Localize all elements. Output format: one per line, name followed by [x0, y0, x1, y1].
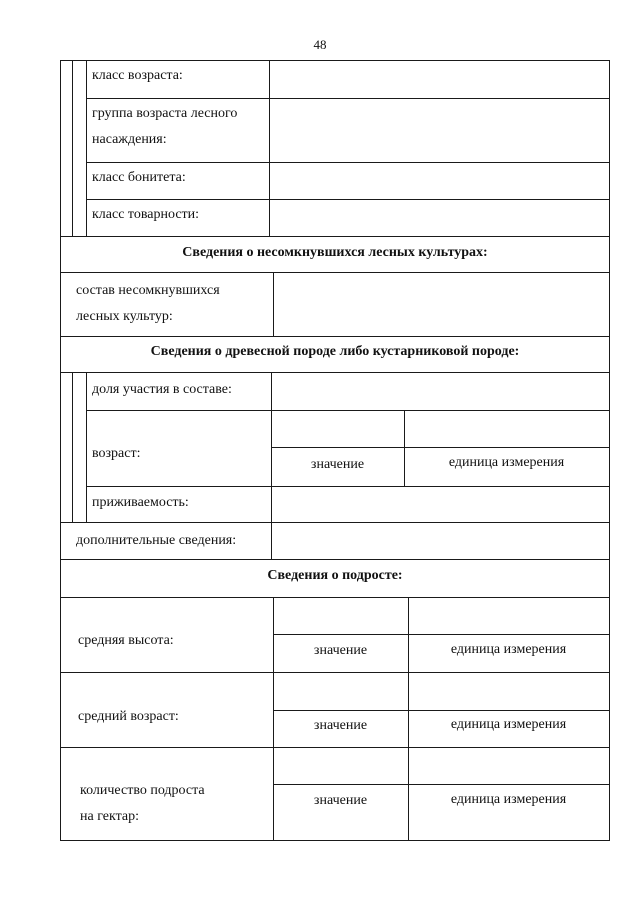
row-divider — [273, 710, 610, 711]
row-divider — [60, 597, 610, 598]
label-avg-age: средний возраст: — [78, 709, 179, 724]
row-divider — [86, 486, 610, 487]
table-border-top — [60, 60, 610, 61]
label-avg-age-unit: единица измерения — [450, 717, 567, 732]
column-divider — [269, 60, 270, 236]
label-merchantability-class: класс товарности: — [92, 207, 200, 222]
row-divider — [60, 747, 610, 748]
label-bonitet-class: класс бонитета: — [92, 170, 186, 185]
label-composition-line1: состав несомкнувшихся — [76, 283, 220, 298]
row-divider — [86, 98, 610, 99]
row-divider — [60, 522, 610, 523]
label-avg-height: средняя высота: — [78, 633, 174, 648]
label-age: возраст: — [92, 446, 141, 461]
row-divider — [60, 672, 610, 673]
row-divider — [273, 784, 610, 785]
row-divider — [60, 559, 610, 560]
label-survival: приживаемость: — [92, 495, 189, 510]
label-age-value: значение — [310, 457, 365, 472]
row-divider — [86, 162, 610, 163]
indent-line — [72, 60, 73, 236]
section-title-undergrowth: Сведения о подросте: — [267, 568, 403, 583]
table-border-left — [60, 60, 61, 841]
row-divider — [60, 236, 610, 237]
label-additional: дополнительные сведения: — [76, 533, 237, 548]
row-divider — [60, 372, 610, 373]
label-age-class: класс возраста: — [92, 68, 183, 83]
row-divider — [86, 199, 610, 200]
label-avg-height-unit: единица измерения — [450, 642, 567, 657]
column-divider — [404, 410, 405, 486]
row-divider — [60, 336, 610, 337]
row-divider — [271, 447, 610, 448]
indent-line — [86, 60, 87, 236]
section-title-unclosed-crops: Сведения о несомкнувшихся лесных культурах: — [182, 245, 488, 260]
label-age-unit: единица измерения — [448, 455, 565, 470]
row-divider — [86, 410, 610, 411]
indent-line — [86, 372, 87, 522]
column-divider — [273, 272, 274, 336]
row-divider — [60, 272, 610, 273]
page-number: 48 — [313, 37, 327, 52]
label-count-value: значение — [313, 793, 368, 808]
label-count-line2: на гектар: — [80, 809, 139, 824]
label-composition-line2: лесных культур: — [76, 309, 173, 324]
label-count-line1: количество подроста — [80, 783, 205, 798]
section-title-species: Сведения о древесной породе либо кустарниковой породе: — [150, 344, 520, 359]
label-avg-age-value: значение — [313, 718, 368, 733]
label-age-group-line2: насаждения: — [92, 132, 167, 147]
row-divider — [273, 634, 610, 635]
label-avg-height-value: значение — [313, 643, 368, 658]
label-share: доля участия в составе: — [92, 382, 232, 397]
label-count-unit: единица измерения — [450, 792, 567, 807]
table-border-bottom — [60, 840, 610, 841]
table-border-right — [609, 60, 610, 841]
indent-line — [72, 372, 73, 522]
label-age-group-line1: группа возраста лесного — [92, 106, 238, 121]
